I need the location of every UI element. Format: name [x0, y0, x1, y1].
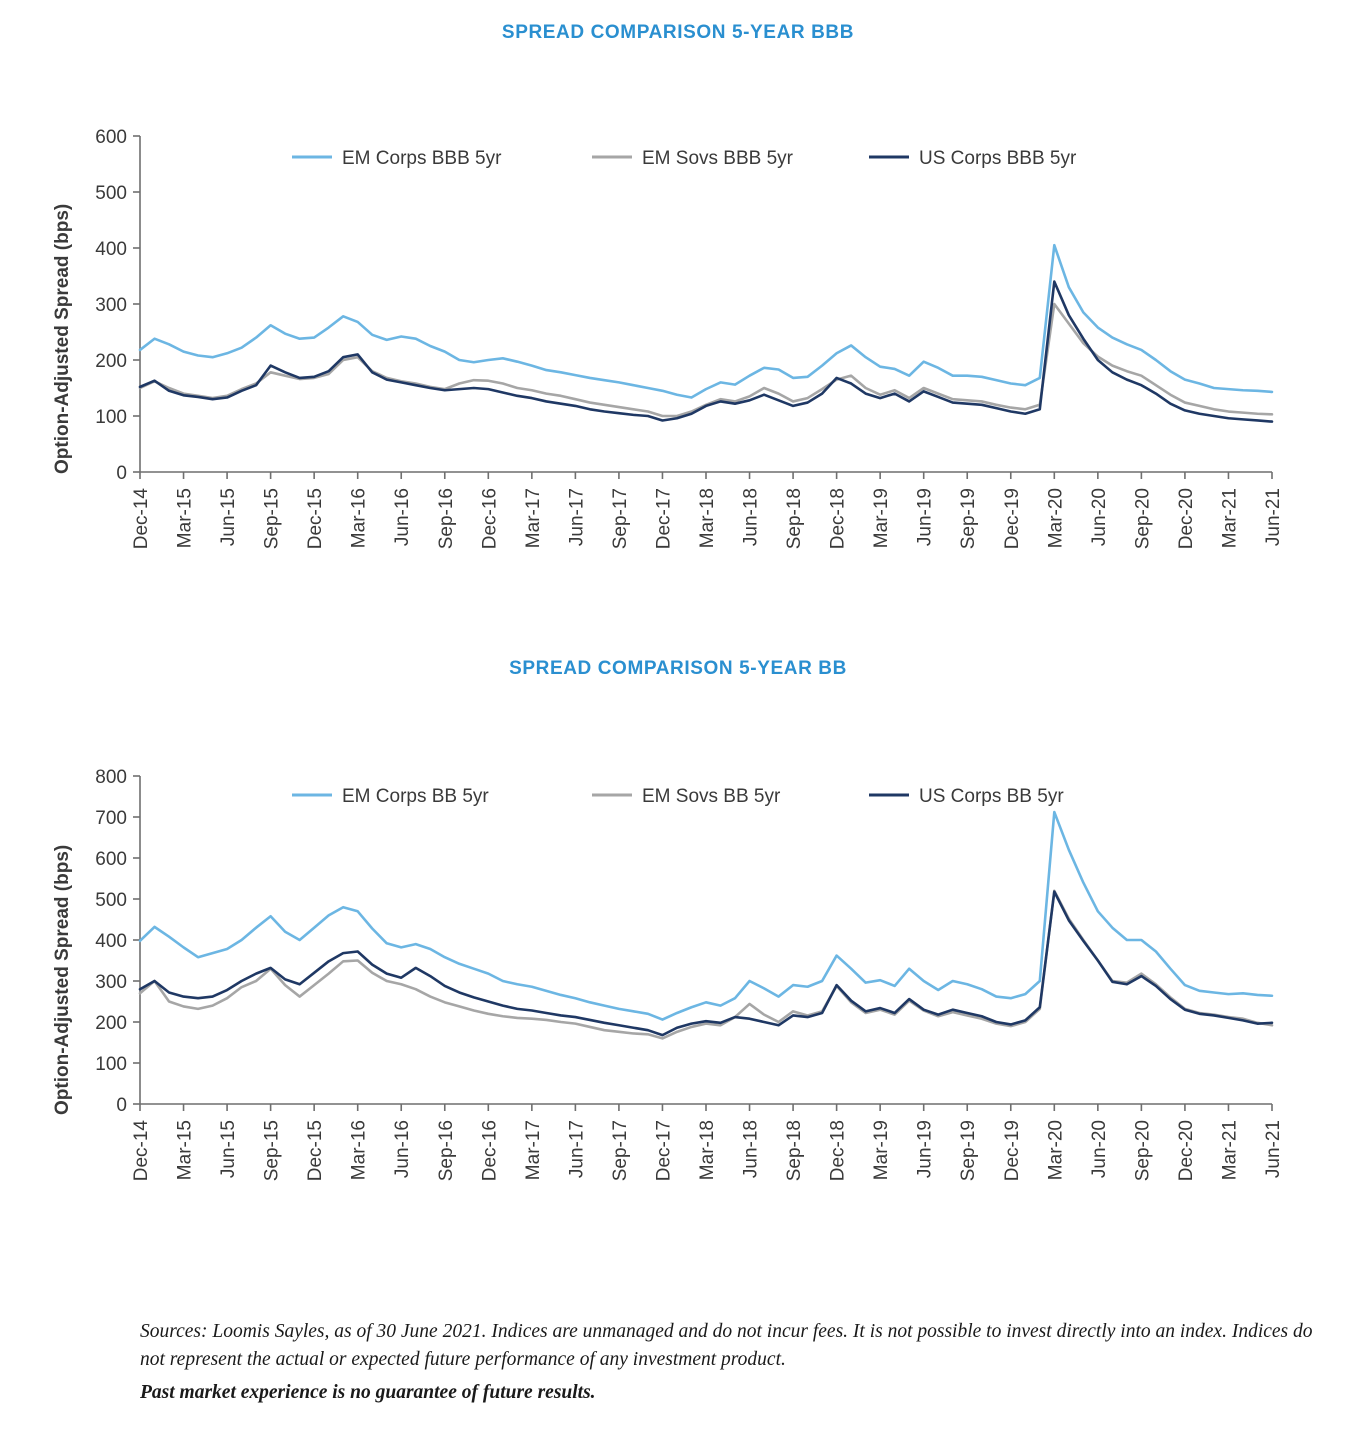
svg-text:800: 800 — [95, 767, 127, 788]
svg-text:Jun-20: Jun-20 — [1088, 488, 1110, 547]
svg-text:Dec-15: Dec-15 — [305, 488, 327, 550]
svg-text:Mar-15: Mar-15 — [174, 1120, 196, 1181]
svg-text:EM Corps BB 5yr: EM Corps BB 5yr — [342, 786, 489, 807]
svg-text:Jun-17: Jun-17 — [566, 488, 588, 547]
chart-svg-bb — [0, 680, 1356, 1240]
svg-text:Dec-19: Dec-19 — [1001, 1120, 1023, 1182]
svg-text:Mar-17: Mar-17 — [522, 1120, 544, 1181]
y-axis-label-bbb: Option-Adjusted Spread (bps) — [52, 203, 73, 474]
svg-text:600: 600 — [95, 849, 127, 870]
svg-text:Sep-15: Sep-15 — [261, 1120, 283, 1182]
chart-block-bbb — [0, 0, 1356, 640]
svg-text:Dec-14: Dec-14 — [131, 1120, 152, 1182]
svg-text:Jun-16: Jun-16 — [392, 1120, 414, 1179]
svg-text:0: 0 — [116, 463, 127, 484]
svg-text:Dec-19: Dec-19 — [1001, 488, 1023, 550]
svg-text:Mar-17: Mar-17 — [522, 488, 544, 549]
svg-text:Mar-19: Mar-19 — [871, 488, 893, 549]
svg-text:Dec-18: Dec-18 — [827, 1120, 849, 1182]
svg-text:Mar-20: Mar-20 — [1045, 1120, 1067, 1181]
svg-text:100: 100 — [95, 1054, 127, 1075]
y-axis-label-bb: Option-Adjusted Spread (bps) — [52, 844, 73, 1115]
svg-text:Dec-17: Dec-17 — [653, 488, 675, 550]
svg-text:EM Sovs BB 5yr: EM Sovs BB 5yr — [642, 786, 781, 807]
svg-text:Jun-20: Jun-20 — [1088, 1120, 1110, 1179]
svg-text:Dec-17: Dec-17 — [653, 1120, 675, 1182]
svg-text:400: 400 — [95, 931, 127, 952]
svg-text:Sep-20: Sep-20 — [1132, 1120, 1154, 1182]
svg-text:Dec-16: Dec-16 — [479, 488, 501, 550]
svg-text:Mar-20: Mar-20 — [1045, 488, 1067, 549]
svg-text:200: 200 — [95, 1013, 127, 1034]
svg-text:Jun-18: Jun-18 — [740, 1120, 762, 1179]
svg-text:Mar-16: Mar-16 — [348, 488, 370, 549]
svg-text:Mar-21: Mar-21 — [1219, 488, 1241, 549]
svg-text:Sep-19: Sep-19 — [958, 488, 980, 550]
svg-text:Jun-17: Jun-17 — [566, 1120, 588, 1179]
svg-text:Mar-16: Mar-16 — [348, 1120, 370, 1181]
svg-text:US Corps BB 5yr: US Corps BB 5yr — [919, 786, 1064, 807]
plot-wrap-bbb — [0, 44, 1356, 604]
svg-text:Sep-16: Sep-16 — [435, 488, 457, 550]
svg-text:Sep-17: Sep-17 — [609, 1120, 631, 1182]
svg-text:Dec-16: Dec-16 — [479, 1120, 501, 1182]
svg-text:500: 500 — [95, 183, 127, 204]
svg-text:EM Sovs BBB 5yr: EM Sovs BBB 5yr — [642, 148, 793, 169]
svg-text:Jun-21: Jun-21 — [1263, 488, 1284, 547]
svg-text:300: 300 — [95, 295, 127, 316]
svg-text:Mar-18: Mar-18 — [697, 488, 718, 549]
page-title-bbb: SPREAD COMPARISON 5-YEAR BBB — [501, 22, 855, 43]
svg-text:Jun-16: Jun-16 — [392, 488, 414, 547]
svg-text:Sep-15: Sep-15 — [261, 488, 283, 550]
svg-text:400: 400 — [95, 239, 127, 260]
svg-text:200: 200 — [95, 351, 127, 372]
svg-text:Dec-20: Dec-20 — [1175, 488, 1197, 550]
svg-text:Mar-18: Mar-18 — [697, 1120, 718, 1181]
svg-text:Jun-15: Jun-15 — [218, 488, 240, 547]
svg-text:100: 100 — [95, 407, 127, 428]
svg-text:Sep-19: Sep-19 — [958, 1120, 980, 1182]
svg-text:Sep-16: Sep-16 — [435, 1120, 457, 1182]
svg-text:Sep-18: Sep-18 — [784, 488, 806, 550]
sources-note — [140, 1318, 1320, 1407]
svg-text:Dec-20: Dec-20 — [1175, 1120, 1197, 1182]
svg-text:Mar-15: Mar-15 — [174, 488, 196, 549]
chart-svg-bbb — [0, 44, 1356, 604]
svg-text:Jun-19: Jun-19 — [914, 1120, 936, 1179]
svg-text:Dec-15: Dec-15 — [305, 1120, 327, 1182]
svg-text:Mar-21: Mar-21 — [1219, 1120, 1241, 1181]
svg-text:Sep-17: Sep-17 — [609, 488, 631, 550]
svg-text:US Corps BBB 5yr: US Corps BBB 5yr — [919, 148, 1077, 169]
svg-text:500: 500 — [95, 890, 127, 911]
svg-text:Jun-15: Jun-15 — [218, 1120, 240, 1179]
svg-text:Sep-18: Sep-18 — [784, 1120, 806, 1182]
svg-text:Dec-14: Dec-14 — [131, 488, 152, 550]
svg-text:Mar-19: Mar-19 — [871, 1120, 893, 1181]
svg-text:0: 0 — [116, 1095, 127, 1116]
svg-text:Sep-20: Sep-20 — [1132, 488, 1154, 550]
svg-text:Jun-19: Jun-19 — [914, 488, 936, 547]
svg-text:Jun-21: Jun-21 — [1263, 1120, 1284, 1179]
sources-line-2: Past market experience is no guarantee of future results. — [140, 1382, 596, 1404]
svg-text:600: 600 — [95, 127, 127, 148]
svg-text:700: 700 — [95, 808, 127, 829]
chart-block-bb — [0, 640, 1356, 1280]
plot-wrap-bb — [0, 680, 1356, 1240]
sources-line-1: Sources: Loomis Sayles, as of 30 June 2021. Indices are unmanaged and do not incur fees. It is not possible to invest directly into an index. Indices do not represent the actual or expected future performance of any investment product. — [140, 1321, 1313, 1370]
svg-text:300: 300 — [95, 972, 127, 993]
page-title-bb: SPREAD COMPARISON 5-YEAR BB — [509, 658, 847, 679]
svg-text:EM Corps BBB 5yr: EM Corps BBB 5yr — [342, 148, 502, 169]
svg-text:Dec-18: Dec-18 — [827, 488, 849, 550]
svg-text:Jun-18: Jun-18 — [740, 488, 762, 547]
